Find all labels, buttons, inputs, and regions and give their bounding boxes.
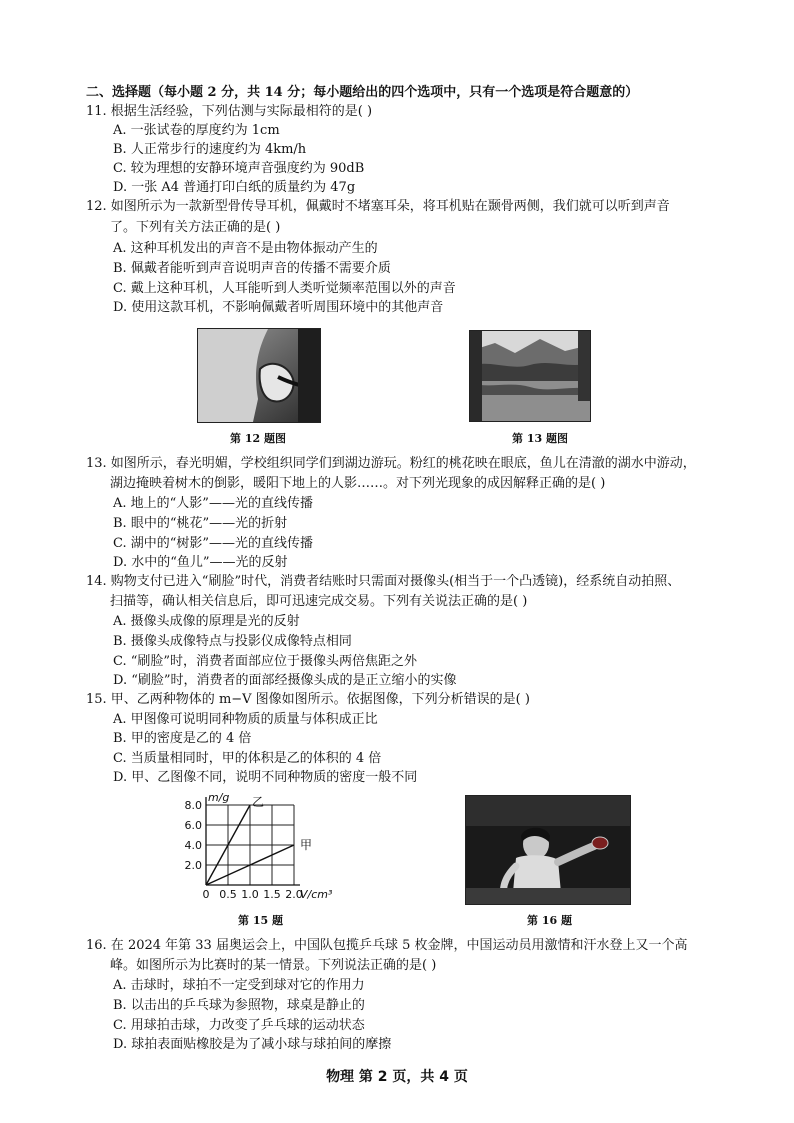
option-c: C. 当质量相同时，甲的体积是乙的体积的 4 倍 bbox=[113, 751, 382, 766]
y-axis-label: m/g bbox=[208, 791, 230, 804]
option-d: D. 一张 A4 普通打印白纸的质量约为 47g bbox=[113, 180, 356, 195]
x-tick-label: 0.5 bbox=[219, 888, 237, 901]
question-stem-cont: 扫描等，确认相关信息后，即可迅速完成交易。下列有关说法正确的是( ) bbox=[110, 594, 528, 609]
section-title: 二、选择题（每小题 2 分，共 14 分；每小题给出的四个选项中，只有一个选项是符合题意的） bbox=[86, 85, 639, 100]
figure-12-caption: 第 12 题图 bbox=[230, 432, 286, 445]
question-stem-cont: 湖边掩映着树木的倒影，暖阳下地上的人影……。对下列光现象的成因解释正确的是( ) bbox=[110, 476, 606, 491]
y-tick-label: 8.0 bbox=[184, 799, 202, 812]
question-stem-cont: 了。下列有关方法正确的是( ) bbox=[110, 220, 281, 235]
x-tick-label: 1.0 bbox=[241, 888, 259, 901]
series-label-0: 乙 bbox=[252, 795, 265, 809]
mv-graph bbox=[176, 786, 356, 906]
figure-12-photo bbox=[197, 328, 321, 423]
x-axis-label: V/cm³ bbox=[300, 888, 333, 901]
question-stem-cont: 峰。如图所示为比赛时的某一情景。下列说法正确的是( ) bbox=[110, 958, 437, 973]
option-c: C. 戴上这种耳机，人耳能听到人类听觉频率范围以外的声音 bbox=[113, 281, 456, 296]
option-d: D. 使用这款耳机，不影响佩戴者听周围环境中的其他声音 bbox=[113, 300, 444, 315]
question-stem: 15. 甲、乙两种物体的 m−V 图像如图所示。依据图像，下列分析错误的是( ) bbox=[86, 692, 530, 707]
figure-16-photo bbox=[465, 795, 631, 905]
option-a: A. 甲图像可说明同种物质的质量与体积成正比 bbox=[113, 712, 378, 727]
option-c: C. 较为理想的安静环境声音强度约为 90dB bbox=[113, 161, 365, 176]
question-stem: 13. 如图所示，春光明媚，学校组织同学们到湖边游玩。粉红的桃花映在眼底，鱼儿在清澈的湖水中游动， bbox=[86, 456, 696, 471]
option-b: B. 摄像头成像特点与投影仪成像特点相同 bbox=[113, 634, 352, 649]
option-d: D. 球拍表面贴橡胶是为了减小球与球拍间的摩擦 bbox=[113, 1037, 392, 1052]
option-d: D. 甲、乙图像不同，说明不同种物质的密度一般不同 bbox=[113, 770, 418, 785]
figure-13-caption: 第 13 题图 bbox=[512, 432, 568, 445]
option-b: B. 佩戴者能听到声音说明声音的传播不需要介质 bbox=[113, 261, 391, 276]
option-a: A. 这种耳机发出的声音不是由物体振动产生的 bbox=[113, 241, 378, 256]
option-a: A. 摄像头成像的原理是光的反射 bbox=[113, 614, 300, 629]
option-a: A. 击球时，球拍不一定受到球对它的作用力 bbox=[113, 978, 365, 993]
page-footer: 物理 第 2 页，共 4 页 bbox=[326, 1069, 468, 1085]
series-label-1: 甲 bbox=[300, 838, 313, 852]
y-tick-label: 6.0 bbox=[184, 819, 202, 832]
option-b: B. 人正常步行的速度约为 4km/h bbox=[113, 142, 307, 157]
x-tick-label: 2.0 bbox=[285, 888, 303, 901]
question-stem: 16. 在 2024 年第 33 届奥运会上，中国队包揽乒乓球 5 枚金牌，中国运动员用激情和汗水登上又一个高 bbox=[86, 938, 688, 953]
figure-13-photo bbox=[469, 330, 591, 422]
option-a: A. 地上的“人影”——光的直线传播 bbox=[113, 496, 313, 511]
figure-16-caption: 第 16 题 bbox=[527, 914, 572, 927]
x-tick-label: 0 bbox=[202, 888, 210, 901]
x-tick-label: 1.5 bbox=[263, 888, 281, 901]
y-tick-label: 4.0 bbox=[184, 839, 202, 852]
y-tick-label: 2.0 bbox=[184, 859, 202, 872]
option-d: D. “刷脸”时，消费者的面部经摄像头成的是正立缩小的实像 bbox=[113, 673, 457, 688]
option-c: C. 湖中的“树影”——光的直线传播 bbox=[113, 536, 314, 551]
option-a: A. 一张试卷的厚度约为 1cm bbox=[113, 123, 280, 138]
option-d: D. 水中的“鱼儿”——光的反射 bbox=[113, 555, 288, 570]
question-stem: 11. 根据生活经验，下列估测与实际最相符的是( ) bbox=[86, 104, 373, 119]
option-b: B. 眼中的“桃花”——光的折射 bbox=[113, 516, 288, 531]
option-b: B. 甲的密度是乙的 4 倍 bbox=[113, 731, 252, 746]
option-c: C. 用球拍击球，力改变了乒乓球的运动状态 bbox=[113, 1018, 365, 1033]
option-c: C. “刷脸”时，消费者面部应位于摄像头两倍焦距之外 bbox=[113, 654, 418, 669]
question-stem: 14. 购物支付已进入“刷脸”时代，消费者结账时只需面对摄像头(相当于一个凸透镜)，经系统自动拍照、 bbox=[86, 574, 681, 589]
option-b: B. 以击出的乒乓球为参照物，球桌是静止的 bbox=[113, 998, 365, 1013]
figure-15-caption: 第 15 题 bbox=[238, 914, 283, 927]
question-stem: 12. 如图所示为一款新型骨传导耳机，佩戴时不堵塞耳朵，将耳机贴在颞骨两侧，我们就可以听到声音 bbox=[86, 199, 670, 214]
